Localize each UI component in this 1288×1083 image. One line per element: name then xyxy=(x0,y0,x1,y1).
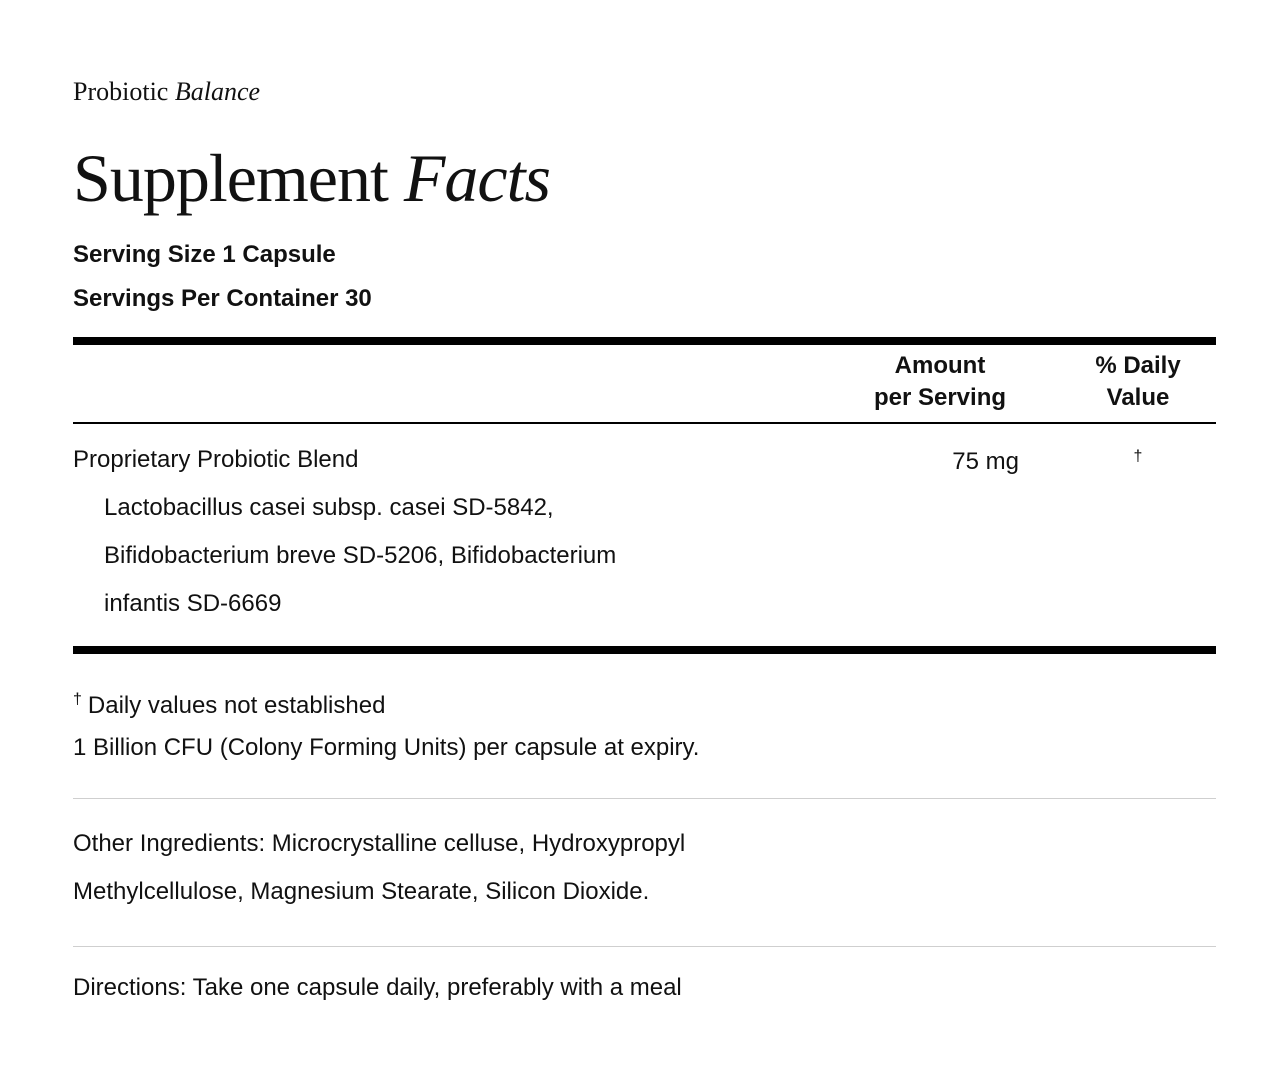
thick-divider-bottom xyxy=(73,646,1216,654)
blend-strain-line: Lactobacillus casei subsp. casei SD-5842, xyxy=(104,494,554,521)
column-header-amount-line2: per Serving xyxy=(873,384,1007,411)
product-name-italic: Balance xyxy=(174,77,261,106)
title-regular: Supplement xyxy=(73,140,388,216)
page-title xyxy=(73,136,550,220)
blend-daily-value-dagger: † xyxy=(1133,448,1143,465)
thin-divider xyxy=(73,798,1216,799)
servings-per-container: Servings Per Container 30 xyxy=(73,285,372,312)
blend-name: Proprietary Probiotic Blend xyxy=(73,446,359,473)
serving-size: Serving Size 1 Capsule xyxy=(73,241,336,268)
daily-values-note: Daily values not established xyxy=(87,692,386,719)
directions-text: Directions: Take one capsule daily, preferably with a meal xyxy=(73,974,682,1001)
cfu-note: 1 Billion CFU (Colony Forming Units) per capsule at expiry. xyxy=(73,734,700,761)
dagger-symbol: † xyxy=(73,691,82,708)
column-header-amount-line1: Amount xyxy=(894,352,986,379)
thin-divider xyxy=(73,946,1216,947)
title-italic: Facts xyxy=(403,140,550,216)
header-divider xyxy=(73,422,1216,424)
column-header-daily-value xyxy=(1073,350,1203,414)
other-ingredients-line: Methylcellulose, Magnesium Stearate, Silicon Dioxide. xyxy=(73,878,650,905)
column-header-amount xyxy=(853,350,1027,414)
column-header-daily-line1: % Daily xyxy=(1095,352,1181,379)
product-name xyxy=(73,76,260,108)
column-header-daily-line2: Value xyxy=(1106,384,1170,411)
other-ingredients-line: Other Ingredients: Microcrystalline celluse, Hydroxypropyl xyxy=(73,830,686,857)
blend-amount: 75 mg xyxy=(952,448,1019,475)
daily-values-footnote xyxy=(73,684,385,722)
thick-divider-top xyxy=(73,337,1216,345)
blend-strain-line: infantis SD-6669 xyxy=(104,590,282,617)
blend-strain-line: Bifidobacterium breve SD-5206, Bifidobacterium xyxy=(104,542,617,569)
product-name-regular: Probiotic xyxy=(73,77,169,106)
